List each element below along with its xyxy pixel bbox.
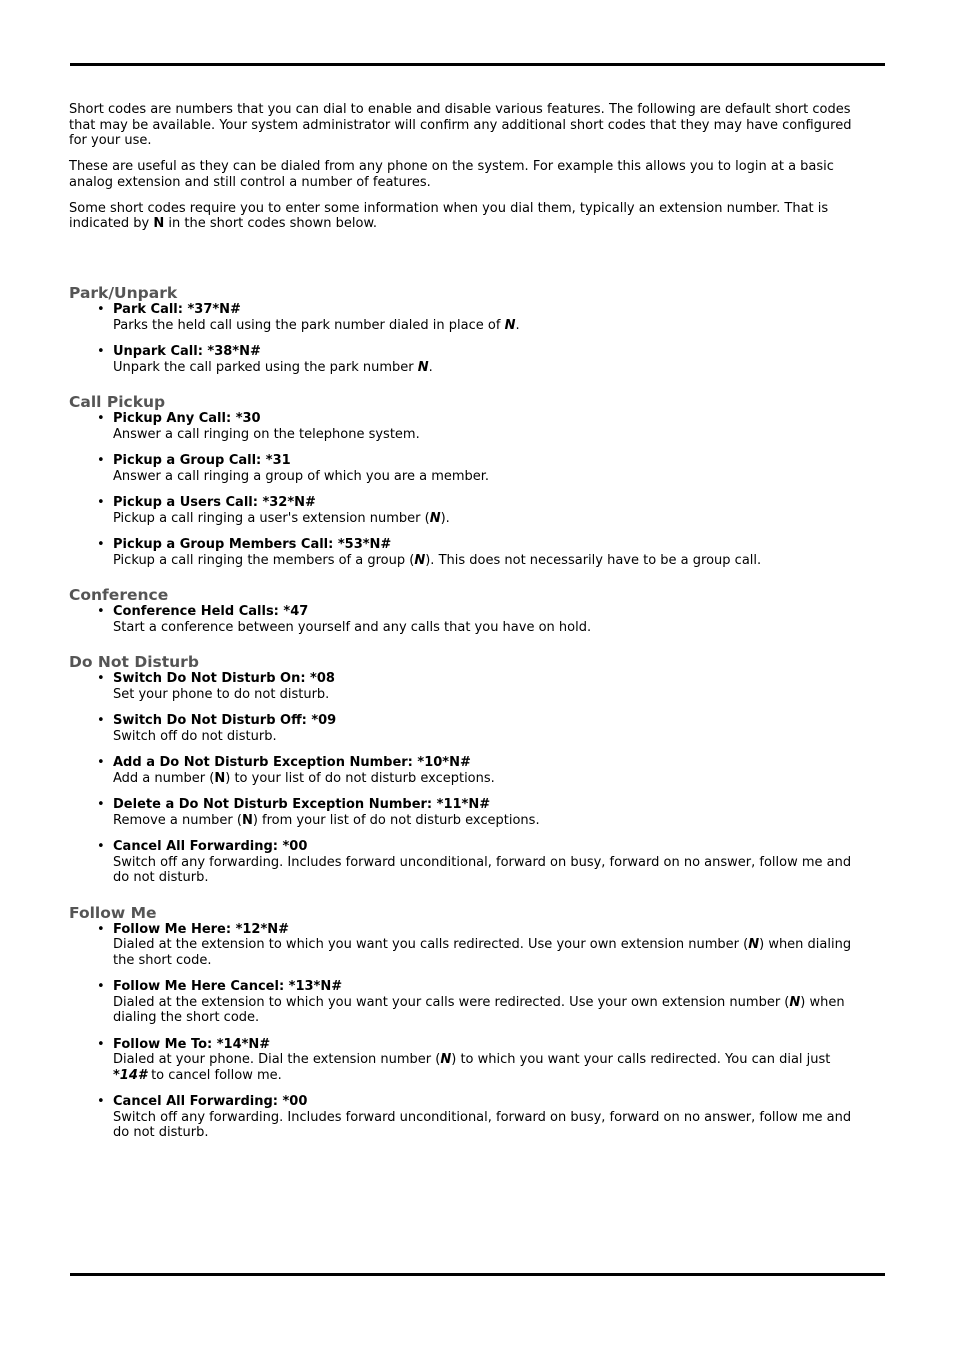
- section-follow-me: [69, 904, 859, 1141]
- short-code-list: [69, 302, 859, 375]
- code-title: • Pickup a Users Call: *32*N#: [113, 495, 316, 510]
- short-code-list: [69, 922, 859, 1141]
- section-call-pickup: [69, 393, 859, 568]
- code-title: • Unpark Call: *38*N#: [113, 344, 261, 359]
- intro-paragraph-2: These are useful as they can be dialed from any phone on the system. For example this allows you to login at a basic analog extension and still control a number of features.: [69, 159, 834, 190]
- list-item: [113, 671, 859, 702]
- code-desc: Switch off any forwarding. Includes forward unconditional, forward on busy, forward on no answer, follow me and do not disturb.: [113, 854, 852, 885]
- list-item: [113, 1037, 859, 1084]
- intro: [69, 102, 859, 232]
- code-title: • Park Call: *37*N#: [113, 302, 241, 317]
- code-desc: Switch off do not disturb.: [113, 728, 277, 744]
- header-rule: [70, 63, 885, 66]
- list-item: [113, 797, 859, 828]
- intro3-after: in the short codes shown below.: [164, 216, 378, 231]
- list-item: [113, 979, 859, 1026]
- intro-paragraph-3: [69, 201, 859, 232]
- code-desc: Answer a call ringing a group of which you are a member.: [113, 468, 490, 484]
- code-desc: Add a number (N) to your list of do not disturb exceptions.: [113, 770, 495, 786]
- list-item: [113, 839, 859, 886]
- section-do-not-disturb: [69, 653, 859, 886]
- code-desc: Start a conference between yourself and any calls that you have on hold.: [113, 619, 592, 635]
- code-desc: Switch off any forwarding. Includes forward unconditional, forward on busy, forward on no answer, follow me and do not disturb.: [113, 1109, 852, 1140]
- list-item: [113, 344, 859, 375]
- list-item: [113, 495, 859, 526]
- short-code-list: [69, 411, 859, 568]
- code-title: • Add a Do Not Disturb Exception Number: *10*N#: [113, 755, 471, 770]
- page-content: [69, 102, 859, 1141]
- section-park-unpark: [69, 284, 859, 375]
- code-title: • Switch Do Not Disturb Off: *09: [113, 713, 337, 728]
- list-item: [113, 604, 859, 635]
- list-item: [113, 713, 859, 744]
- code-title: • Pickup a Group Members Call: *53*N#: [113, 537, 392, 552]
- code-title: • Pickup a Group Call: *31: [113, 453, 291, 468]
- code-desc: Pickup a call ringing the members of a group (N). This does not necessarily have to be a group call.: [113, 552, 762, 568]
- section-title: Follow Me: [69, 903, 157, 922]
- code-title: • Cancel All Forwarding: *00: [113, 1094, 308, 1109]
- section-title: Conference: [69, 586, 169, 604]
- section-conference: [69, 586, 859, 635]
- section-title: Park/Unpark: [69, 284, 178, 302]
- code-desc: Dialed at the extension to which you want your calls were redirected. Use your own extension number (N) when dialing the short code.: [113, 994, 845, 1025]
- code-title: • Follow Me Here: *12*N#: [113, 921, 290, 937]
- code-desc: Dialed at your phone. Dial the extension number (N) to which you want your calls redirected. You can dial just *14# to cancel follow me.: [113, 1052, 831, 1083]
- code-title: • Cancel All Forwarding: *00: [113, 839, 308, 854]
- code-desc: Dialed at the extension to which you want you calls redirected. Use your own extension number (N) when dialing the short code.: [113, 937, 852, 968]
- code-desc: Unpark the call parked using the park number N.: [113, 359, 433, 375]
- code-title: • Follow Me Here Cancel: *13*N#: [113, 979, 343, 994]
- code-desc: Pickup a call ringing a user's extension number (N).: [113, 510, 450, 526]
- list-item: [113, 537, 859, 568]
- short-code-list: [69, 671, 859, 886]
- code-title: • Pickup Any Call: *30: [113, 411, 261, 426]
- code-title: • Delete a Do Not Disturb Exception Number: *11*N#: [113, 797, 491, 812]
- section-title: Do Not Disturb: [69, 653, 199, 671]
- code-title: • Conference Held Calls: *47: [113, 604, 309, 619]
- code-desc: Parks the held call using the park number dialed in place of N.: [113, 317, 520, 333]
- intro3-before: Some short codes require you to enter some information when you dial them, typically an extension number. That is indicated by: [69, 200, 829, 231]
- code-desc: Set your phone to do not disturb.: [113, 686, 330, 702]
- section-title: Call Pickup: [69, 393, 166, 411]
- code-desc: Remove a number (N) from your list of do not disturb exceptions.: [113, 812, 540, 828]
- intro-paragraph-1: Short codes are numbers that you can dial to enable and disable various features. The following are default short codes that may be available. Your system administrator will confirm any additional short codes that they may have configured for your use.: [69, 102, 852, 148]
- list-item: [113, 755, 859, 786]
- intro3-n: N: [153, 216, 165, 231]
- code-title: • Switch Do Not Disturb On: *08: [113, 671, 335, 686]
- list-item: [113, 411, 859, 442]
- list-item: [113, 453, 859, 484]
- list-item: [113, 922, 859, 969]
- code-desc: Answer a call ringing on the telephone system.: [113, 426, 420, 442]
- list-item: [113, 302, 859, 333]
- short-code-list: [69, 604, 859, 635]
- code-title: • Follow Me To: *14*N#: [113, 1036, 271, 1052]
- list-item: [113, 1094, 859, 1141]
- footer-rule: [70, 1273, 885, 1276]
